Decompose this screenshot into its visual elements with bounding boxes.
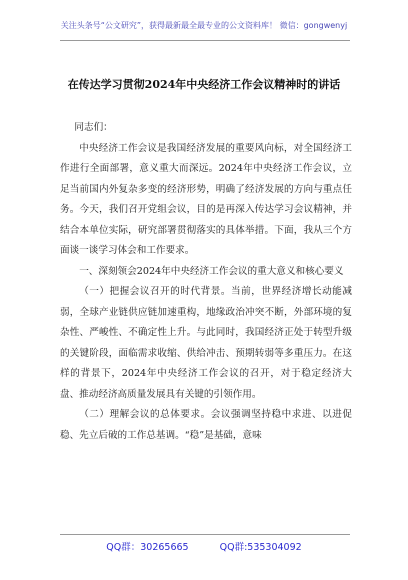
- paragraph-requirements: （二）理解会议的总体要求。会议强调坚持稳中求进、以进促稳、先立后破的工作总基调。“稳”是基础，意味: [60, 409, 352, 441]
- paragraph-intro: 中央经济工作会议是我国经济发展的重要风向标，对全国经济工作进行全面部署，意义重大而深远。2024年中央经济工作会议，立足当前国内外复杂多变的经济形势，明确了经济发展的方向与重点任务。今天，我们召开党组会议，目的是再深入传达学习会议精神，并结合本单位实际，研究部署贯彻落实的具体举措。下面，我从三个方面谈一谈学习体会和工作要求。: [60, 142, 352, 256]
- footer: [0, 539, 408, 553]
- qq-group-2: QQ群:535304092: [219, 542, 302, 553]
- section-heading-1: 一、深刻领会2024年中央经济工作会议的重大意义和核心要义: [79, 265, 344, 277]
- top-banner: 关注头条号“公文研究”，获得最新最全最专业的公文资料库！ 微信：gongwenyj: [60, 21, 348, 30]
- paragraph-background: （一）把握会议召开的时代背景。当前，世界经济增长动能减弱，全球产业链供应链加速重构，地缘政治冲突不断，外部环境的复杂性、严峻性、不确定性上升。与此同时，我国经济正处于转型升级的关键阶段，面临需求收缩、供给冲击、预期转弱等多重压力。在这样的背景下，2024年中央经济工作会议的召开，对于稳定经济大盘、推动经济高质量发展具有关键的引领作用。: [60, 286, 352, 400]
- greeting: 同志们：: [74, 122, 113, 133]
- qq-group-1: QQ群：30265665: [106, 542, 189, 553]
- document-title: 在传达学习贯彻2024年中央经济工作会议精神时的讲话: [67, 78, 341, 91]
- document-body: [60, 118, 352, 446]
- bottom-divider: [60, 534, 350, 535]
- top-divider: [60, 40, 350, 41]
